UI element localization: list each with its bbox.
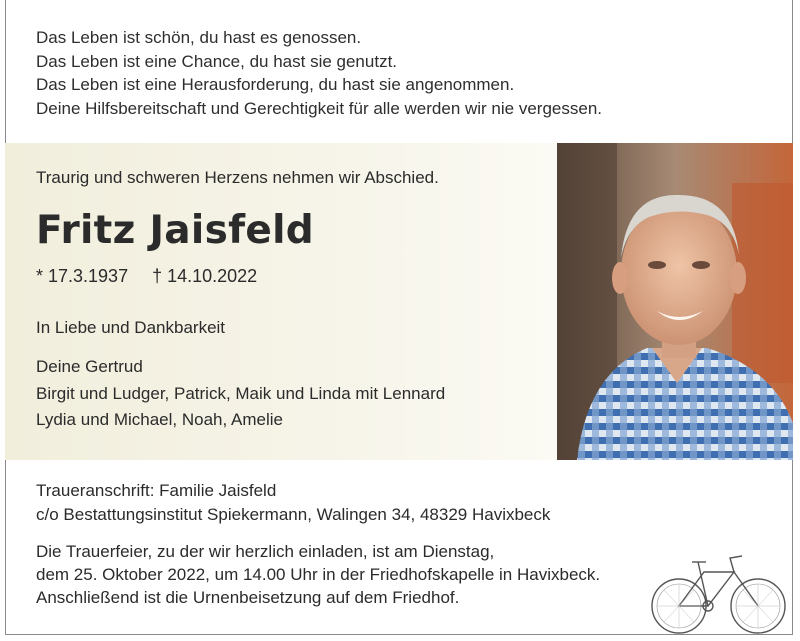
dedication-line: In Liebe und Dankbarkeit	[36, 318, 226, 337]
family-list	[36, 354, 445, 434]
funeral-service-info	[36, 540, 600, 609]
poem-line: Das Leben ist eine Chance, du hast sie genutzt.	[36, 51, 398, 71]
birth-date: * 17.3.1937	[36, 266, 129, 286]
bicycle-sketch-icon	[646, 550, 792, 641]
address-line: c/o Bestattungsinstitut Spiekermann, Walingen 34, 48329 Havixbeck	[36, 505, 551, 524]
service-line: dem 25. Oktober 2022, um 14.00 Uhr in der Friedhofskapelle in Havixbeck.	[36, 565, 601, 584]
address-line: Traueranschrift: Familie Jaisfeld	[36, 481, 277, 500]
deceased-name: Fritz Jaisfeld	[36, 208, 314, 253]
service-line: Die Trauerfeier, zu der wir herzlich einladen, ist am Dienstag,	[36, 542, 495, 561]
intro-line: Traurig und schweren Herzens nehmen wir Abschied.	[36, 168, 439, 187]
service-line: Anschließend ist die Urnenbeisetzung auf dem Friedhof.	[36, 588, 460, 607]
family-line: Lydia und Michael, Noah, Amelie	[36, 410, 283, 429]
family-line: Deine Gertrud	[36, 357, 143, 376]
mourning-address	[36, 479, 550, 527]
life-dates	[36, 266, 257, 287]
family-line: Birgit und Ludger, Patrick, Maik und Linda mit Lennard	[36, 383, 446, 403]
death-date: † 14.10.2022	[152, 266, 258, 286]
poem	[36, 26, 602, 120]
poem-line: Das Leben ist eine Herausforderung, du hast sie angenommen.	[36, 75, 515, 94]
portrait-photo	[557, 143, 793, 460]
poem-line: Deine Hilfsbereitschaft und Gerechtigkeit für alle werden wir nie vergessen.	[36, 98, 602, 118]
poem-line: Das Leben ist schön, du hast es genossen.	[36, 28, 362, 47]
